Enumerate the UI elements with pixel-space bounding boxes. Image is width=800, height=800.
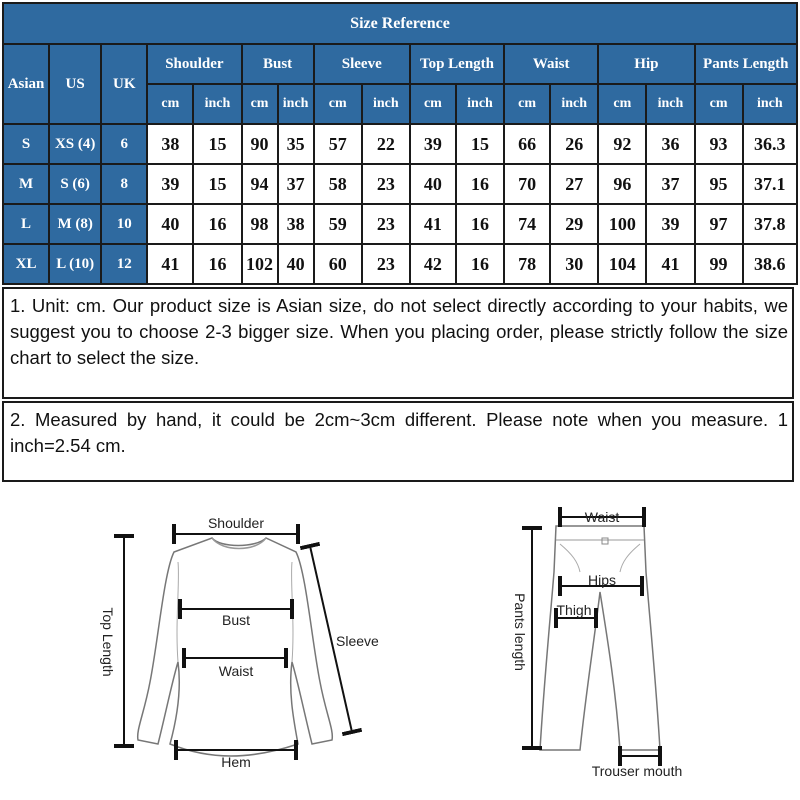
header-hip: Hip (598, 44, 694, 84)
measurement-cell: 94 (242, 164, 278, 204)
unit-cm-header: cm (410, 84, 456, 124)
measurement-cell: 93 (695, 124, 743, 164)
measurement-cell: 26 (550, 124, 598, 164)
header-us: US (49, 44, 101, 124)
hips-label: Hips (587, 572, 617, 588)
measurement-cell: 22 (362, 124, 410, 164)
unit-cm-header: cm (314, 84, 362, 124)
measurement-cell: 37 (646, 164, 694, 204)
table-row (3, 244, 797, 284)
measurement-cell: 99 (695, 244, 743, 284)
header-sleeve: Sleeve (314, 44, 410, 84)
size-asian-cell: L (3, 204, 49, 244)
top-waist-label: Waist (218, 663, 254, 679)
table-title: Size Reference (3, 3, 797, 44)
measurement-cell: 70 (504, 164, 550, 204)
measurement-cell: 96 (598, 164, 646, 204)
table-body (3, 124, 797, 284)
pants-waist-label: Waist (584, 509, 620, 525)
size-asian-cell: M (3, 164, 49, 204)
pants-outline (540, 526, 660, 750)
measurement-cell: 58 (314, 164, 362, 204)
unit-cm-header: cm (242, 84, 278, 124)
unit-inch-header: inch (193, 84, 241, 124)
sleeve-label: Sleeve (336, 633, 379, 649)
measurement-cell: 38 (147, 124, 193, 164)
measurement-cell: 92 (598, 124, 646, 164)
measurement-cell: 37.1 (743, 164, 797, 204)
measurement-cell: 38 (278, 204, 314, 244)
header-pants-length: Pants Length (695, 44, 798, 84)
measurement-cell: 36.3 (743, 124, 797, 164)
measurement-cell: 97 (695, 204, 743, 244)
measurement-cell: 23 (362, 204, 410, 244)
table-row (3, 204, 797, 244)
measurement-cell: 90 (242, 124, 278, 164)
unit-inch-header: inch (743, 84, 797, 124)
measurement-cell: 42 (410, 244, 456, 284)
size-uk-cell: 12 (101, 244, 147, 284)
measurement-cell: 41 (147, 244, 193, 284)
unit-cm-header: cm (504, 84, 550, 124)
header-top-length: Top Length (410, 44, 504, 84)
measurement-cell: 38.6 (743, 244, 797, 284)
trouser-mouth-label: Trouser mouth (591, 763, 683, 779)
measurement-cell: 41 (410, 204, 456, 244)
measurement-cell: 15 (193, 124, 241, 164)
shirt-outline (138, 538, 333, 756)
hem-label: Hem (221, 754, 251, 770)
unit-inch-header: inch (550, 84, 598, 124)
measurement-cell: 100 (598, 204, 646, 244)
measurement-cell: 16 (193, 244, 241, 284)
measurement-cell: 16 (456, 204, 504, 244)
size-us-cell: M (8) (49, 204, 101, 244)
table-row (3, 164, 797, 204)
measurement-cell: 41 (646, 244, 694, 284)
measurement-cell: 102 (242, 244, 278, 284)
measurement-cell: 37.8 (743, 204, 797, 244)
measurement-cell: 39 (646, 204, 694, 244)
unit-cm-header: cm (147, 84, 193, 124)
size-asian-cell: S (3, 124, 49, 164)
measurement-cell: 60 (314, 244, 362, 284)
measurement-cell: 74 (504, 204, 550, 244)
unit-cm-header: cm (695, 84, 743, 124)
measurement-cell: 37 (278, 164, 314, 204)
size-uk-cell: 8 (101, 164, 147, 204)
note-measured-by-hand: 2. Measured by hand, it could be 2cm~3cm different. Please note when you measure. 1 inch=2.54 cm. (2, 401, 794, 482)
measurement-cell: 23 (362, 244, 410, 284)
measurement-cell: 27 (550, 164, 598, 204)
header-uk: UK (101, 44, 147, 124)
shoulder-label: Shoulder (207, 515, 265, 531)
measurement-cell: 23 (362, 164, 410, 204)
size-uk-cell: 10 (101, 204, 147, 244)
measurement-cell: 98 (242, 204, 278, 244)
measurement-cell: 104 (598, 244, 646, 284)
unit-inch-header: inch (278, 84, 314, 124)
measurement-cell: 40 (147, 204, 193, 244)
measurement-cell: 39 (147, 164, 193, 204)
thigh-label: Thigh (556, 602, 592, 618)
header-bust: Bust (242, 44, 314, 84)
measurement-cell: 66 (504, 124, 550, 164)
measurement-cell: 40 (410, 164, 456, 204)
measurement-cell: 95 (695, 164, 743, 204)
unit-cm-header: cm (598, 84, 646, 124)
unit-inch-header: inch (362, 84, 410, 124)
measurement-cell: 29 (550, 204, 598, 244)
header-shoulder: Shoulder (147, 44, 241, 84)
measurement-cell: 78 (504, 244, 550, 284)
top-length-label: Top Length (100, 607, 116, 677)
size-asian-cell: XL (3, 244, 49, 284)
measurement-cell: 16 (193, 204, 241, 244)
table-row (3, 124, 797, 164)
size-us-cell: S (6) (49, 164, 101, 204)
size-uk-cell: 6 (101, 124, 147, 164)
measurement-diagrams (0, 482, 800, 800)
header-asian: Asian (3, 44, 49, 124)
measurement-cell: 16 (456, 244, 504, 284)
measurement-cell: 30 (550, 244, 598, 284)
measurement-cell: 40 (278, 244, 314, 284)
unit-inch-header: inch (646, 84, 694, 124)
measurement-cell: 39 (410, 124, 456, 164)
measurement-cell: 59 (314, 204, 362, 244)
measurement-cell: 57 (314, 124, 362, 164)
bust-label: Bust (221, 612, 251, 628)
size-us-cell: L (10) (49, 244, 101, 284)
header-waist: Waist (504, 44, 598, 84)
measurement-cell: 15 (193, 164, 241, 204)
shirt-illustration (138, 538, 333, 756)
pants-illustration (540, 526, 660, 750)
note-unit: 1. Unit: cm. Our product size is Asian size, do not select directly according to your habits, we suggest you to choose 2-3 bigger size. When you placing order, please strictly follow the size chart to select the size. (2, 287, 794, 399)
measurement-cell: 36 (646, 124, 694, 164)
measurement-cell: 16 (456, 164, 504, 204)
measurement-cell: 35 (278, 124, 314, 164)
unit-inch-header: inch (456, 84, 504, 124)
pants-length-label: Pants length (512, 593, 528, 671)
size-us-cell: XS (4) (49, 124, 101, 164)
measurement-cell: 15 (456, 124, 504, 164)
size-reference-table (2, 2, 798, 285)
